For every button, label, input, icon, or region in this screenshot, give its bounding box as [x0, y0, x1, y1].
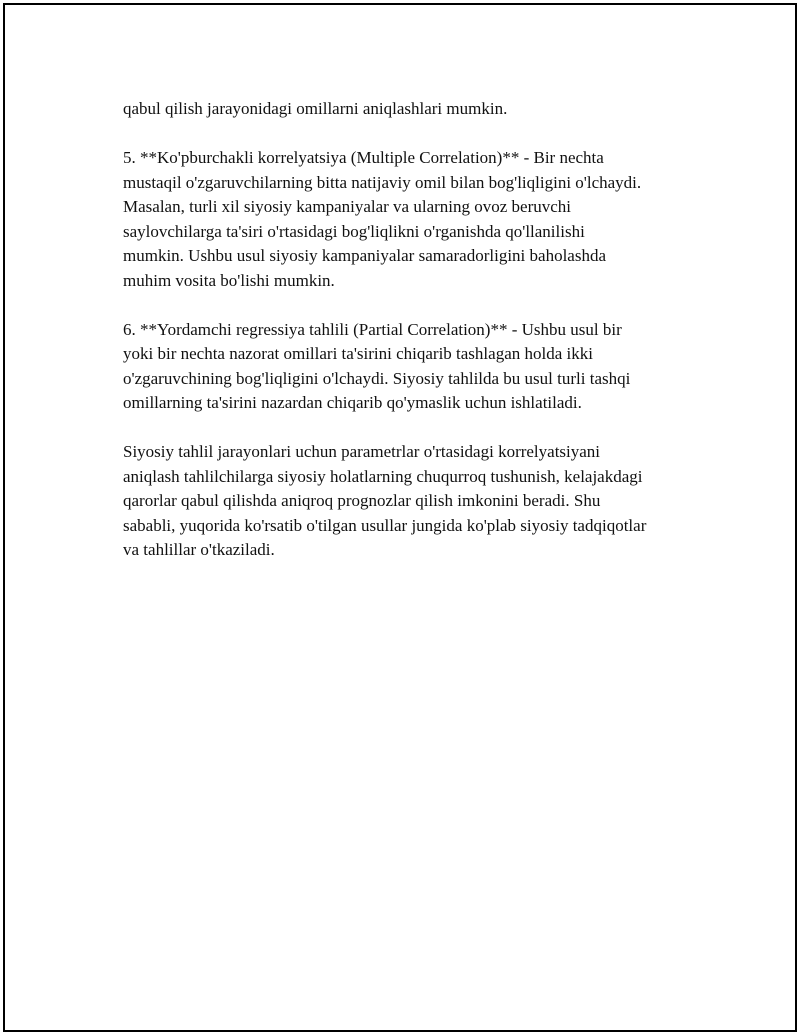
paragraph-conclusion: Siyosiy tahlil jarayonlari uchun parametrlar o'rtasidagi korrelyatsiyani aniqlash tahlilchilarga siyosiy holatlarning chuqurroq tushunish, kelajakdagi qarorlar qabul qilishda aniqroq prognozlar qilish imkonini beradi. Shu sababli, yuqorida ko'rsatib o'tilgan usullar jungida ko'plab siyosiy tadqiqotlar va tahlillar o'tkaziladi.	[123, 442, 647, 559]
document-body	[123, 97, 698, 587]
paragraph-intro-continuation: qabul qilish jarayonidagi omillarni aniqlashlari mumkin.	[123, 99, 508, 118]
page-frame	[3, 3, 797, 1032]
paragraph-partial-correlation: 6. **Yordamchi regressiya tahlili (Partial Correlation)** - Ushbu usul bir yoki bir nechta nazorat omillari ta'sirini chiqarib tashlagan holda ikki o'zgaruvchining bog'liqligini o'lchaydi. Siyosiy tahlilda bu usul turli tashqi omillarning ta'sirini nazardan chiqarib qo'ymaslik uchun ishlatiladi.	[123, 319, 631, 412]
paragraph-multiple-correlation: 5. **Ko'pburchakli korrelyatsiya (Multiple Correlation)** - Bir nechta mustaqil o'zgaruvchilarning bitta natijaviy omil bilan bog'liqligini o'lchaydi. Masalan, turli xil siyosiy kampaniyalar va ularning ovoz beruvchi saylovchilarga ta'siri o'rtasidagi bog'liqlikni o'rganishda qo'llanilishi mumkin. Ushbu usul siyosiy kampaniyalar samaradorligini baholashda muhim vosita bo'lishi mumkin.	[123, 148, 642, 290]
